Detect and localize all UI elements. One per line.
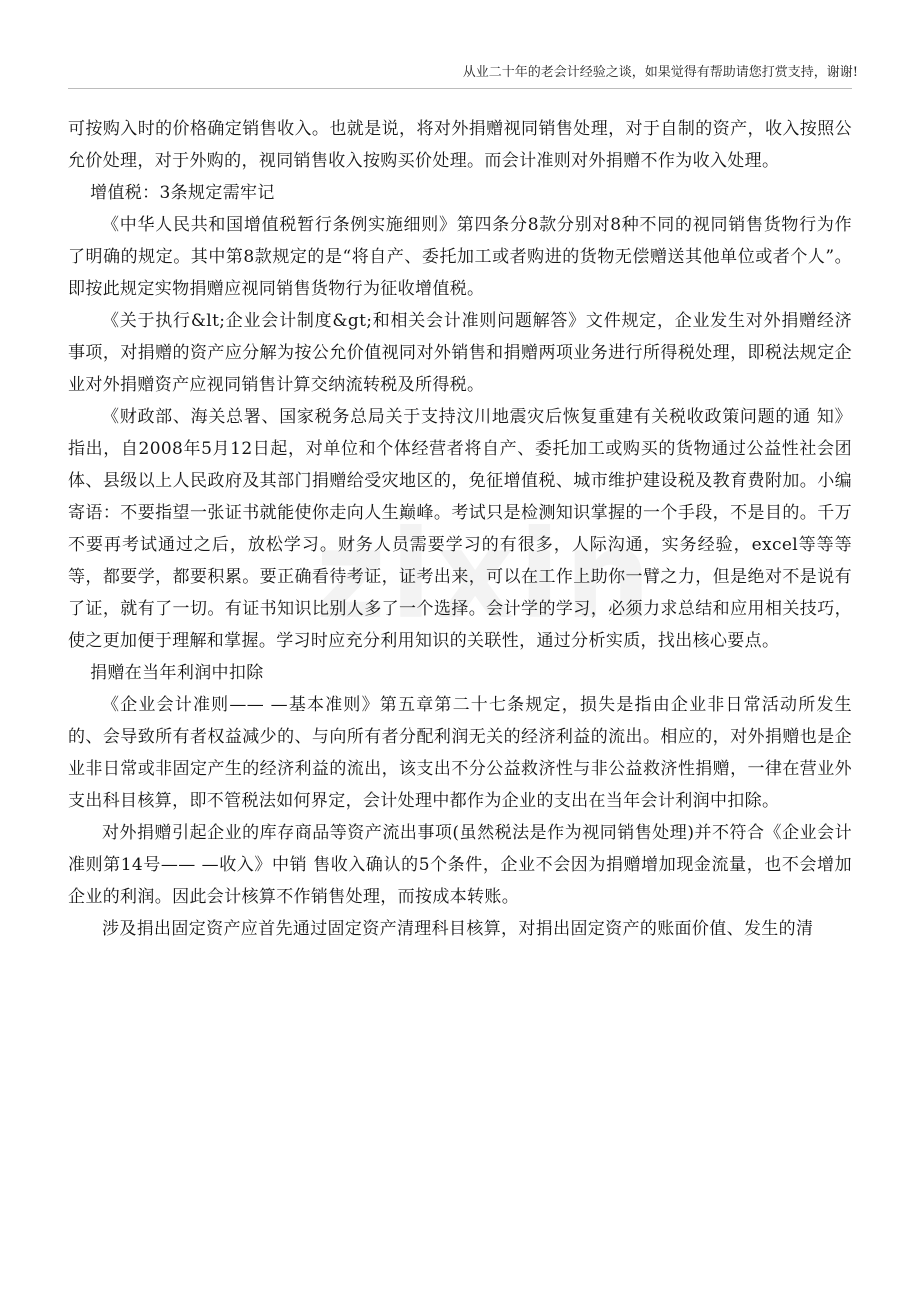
paragraph-basic-standard: 《企业会计准则—— —基本准则》第五章第二十七条规定，损失是指由企业非日常活动所发生的、会导致所有者权益减少的、与向所有者分配利润无关的经济利益的流出。相应的，对外捐赠也是企业非日常或非固定产生的经济利益的流出，该支出不分公益救济性与非公益救济性捐赠，一律在营业外支出科目核算，即不管税法如何界定，会计处理中都作为企业的支出在当年会计利润中扣除。: [68, 695, 852, 811]
paragraph-wenchuan-policy: 《财政部、海关总署、国家税务总局关于支持汶川地震灾后恢复重建有关税收政策问题的通 知》指出，自2008年5月12日起，对单位和个体经营者将自产、委托加工或购买的货物通过公益性社会团体、县级以上人民政府及其部门捐赠给受灾地区的，免征增值税、城市维护建设税及教育费附加。小编寄语：不要指望一张证书就能使你走向人生巅峰。考试只是检测知识掌握的一个手段，不是目的。千万不要再考试通过之后，放松学习。财务人员需要学习的有很多，人际沟通，实务经验，excel等等等等，都要学，都要积累。要正确看待考证，证考出来，可以在工作上助你一臂之力，但是绝对不是说有了证，就有了一切。有证书知识比别人多了一个选择。会计学的学习，必须力求总结和应用相关技巧，使之更加便于理解和掌握。学习时应充分利用知识的关联性，通过分析实质，找出核心要点。: [68, 407, 852, 651]
paragraph-accounting-qa: 《关于执行&lt;企业会计制度&gt;和相关会计准则问题解答》文件规定，企业发生对外捐赠经济事项，对捐赠的资产应分解为按公允价值视同对外销售和捐赠两项业务进行所得税处理，即税法规定企业对外捐赠资产应视同销售计算交纳流转税及所得税。: [68, 311, 852, 395]
section-heading-profit-deduction: 捐赠在当年利润中扣除: [90, 663, 264, 683]
paragraph-vat-rules: 《中华人民共和国增值税暂行条例实施细则》第四条分8款分别对8种不同的视同销售货物行为作了明确的规定。其中第8款规定的是“将自产、委托加工或者购进的货物无偿赠送其他单位或者个人”。即按此规定实物捐赠应视同销售货物行为征收增值税。: [68, 215, 852, 299]
paragraph-continuation: 可按购入时的价格确定销售收入。也就是说，将对外捐赠视同销售处理，对于自制的资产，收入按照公允价处理，对于外购的，视同销售收入按购买价处理。而会计准则对外捐赠不作为收入处理。: [68, 119, 852, 171]
header-note: 从业二十年的老会计经验之谈，如果觉得有帮助请您打赏支持，谢谢!: [462, 65, 858, 80]
paragraph-revenue-standard: 对外捐赠引起企业的库存商品等资产流出事项(虽然税法是作为视同销售处理)并不符合《企业会计准则第14号—— —收入》中销 售收入确认的5个条件，企业不会因为捐赠增加现金流量，也不会增加企业的利润。因此会计核算不作销售处理，而按成本转账。: [68, 823, 852, 907]
document-body: [68, 113, 852, 945]
paragraph-fixed-assets: 涉及捐出固定资产应首先通过固定资产清理科目核算，对捐出固定资产的账面价值、发生的清: [102, 919, 814, 939]
section-heading-vat: 增值税：3条规定需牢记: [90, 183, 275, 203]
header-divider: [68, 88, 852, 89]
